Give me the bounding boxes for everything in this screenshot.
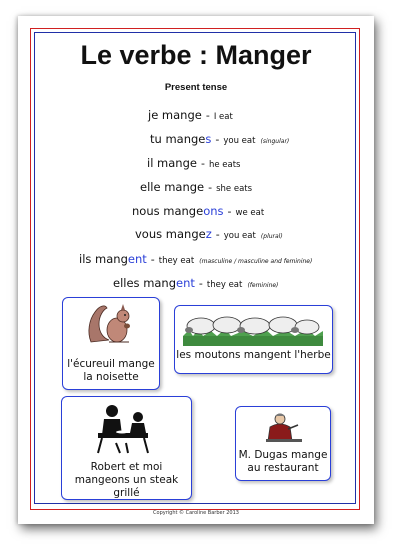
english-translation: she eats: [216, 184, 253, 194]
robert-caption: Robert et moi mangeons un steak grillé: [74, 461, 179, 499]
dugas-caption: M. Dugas mange au restaurant: [238, 449, 328, 474]
usage-note: (masculine / masculine and feminine): [199, 258, 313, 265]
verb-ending: ons: [203, 204, 224, 218]
english-translation: they eat: [158, 256, 195, 266]
worksheet-page: [18, 16, 374, 524]
french-verb: je mange: [148, 108, 202, 122]
sheep-icon: [183, 310, 323, 346]
conjugation-row: tu manges - you eat (singular): [150, 132, 290, 146]
squirrel-icon: [85, 302, 137, 348]
sheep-card: [174, 305, 333, 374]
conjugation-row: elle mange - she eats: [140, 180, 253, 194]
usage-note: (plural): [260, 233, 283, 240]
verb-ending: z: [205, 227, 212, 241]
french-verb: tu mange: [150, 132, 206, 146]
french-verb: elles mang: [113, 276, 177, 290]
diner-icon: [264, 411, 304, 445]
french-verb: elle mange: [140, 180, 205, 194]
verb-ending: s: [205, 132, 212, 146]
conjugation-row: je mange - I eat: [148, 108, 233, 122]
squirrel-card: [62, 297, 160, 390]
sheep-caption: les moutons mangent l'herbe: [176, 349, 331, 361]
french-verb: il mange: [147, 156, 197, 170]
copyright-footer: Copyright © Caroline Barber 2013: [153, 510, 239, 516]
page-title: Le verbe : Manger: [80, 40, 312, 70]
english-translation: he eats: [208, 160, 241, 170]
french-verb: vous mange: [135, 227, 206, 241]
robert-card: [61, 396, 192, 500]
conjugation-row: ils mangent - they eat (masculine / masculine and feminine): [79, 252, 313, 266]
squirrel-caption: l'écureuil mange la noisette: [67, 358, 155, 383]
dugas-card: [235, 406, 331, 481]
usage-note: (feminine): [247, 282, 279, 289]
french-verb: nous mange: [132, 204, 204, 218]
english-translation: I eat: [213, 112, 233, 122]
usage-note: (singular): [260, 138, 290, 145]
conjugation-row: elles mangent - they eat (feminine): [113, 276, 279, 290]
english-translation: we eat: [235, 208, 265, 218]
verb-ending: ent: [176, 276, 195, 290]
english-translation: you eat: [223, 231, 256, 241]
english-translation: you eat: [223, 136, 256, 146]
french-verb: ils mang: [79, 252, 128, 266]
verb-ending: ent: [127, 252, 147, 266]
conjugation-row: il mange - he eats: [147, 156, 241, 170]
diners-icon: [92, 401, 158, 455]
conjugation-row: nous mangeons - we eat: [132, 204, 265, 218]
english-translation: they eat: [206, 280, 243, 290]
page-subtitle: Present tense: [164, 82, 228, 93]
conjugation-row: vous mangez - you eat (plural): [135, 227, 283, 241]
